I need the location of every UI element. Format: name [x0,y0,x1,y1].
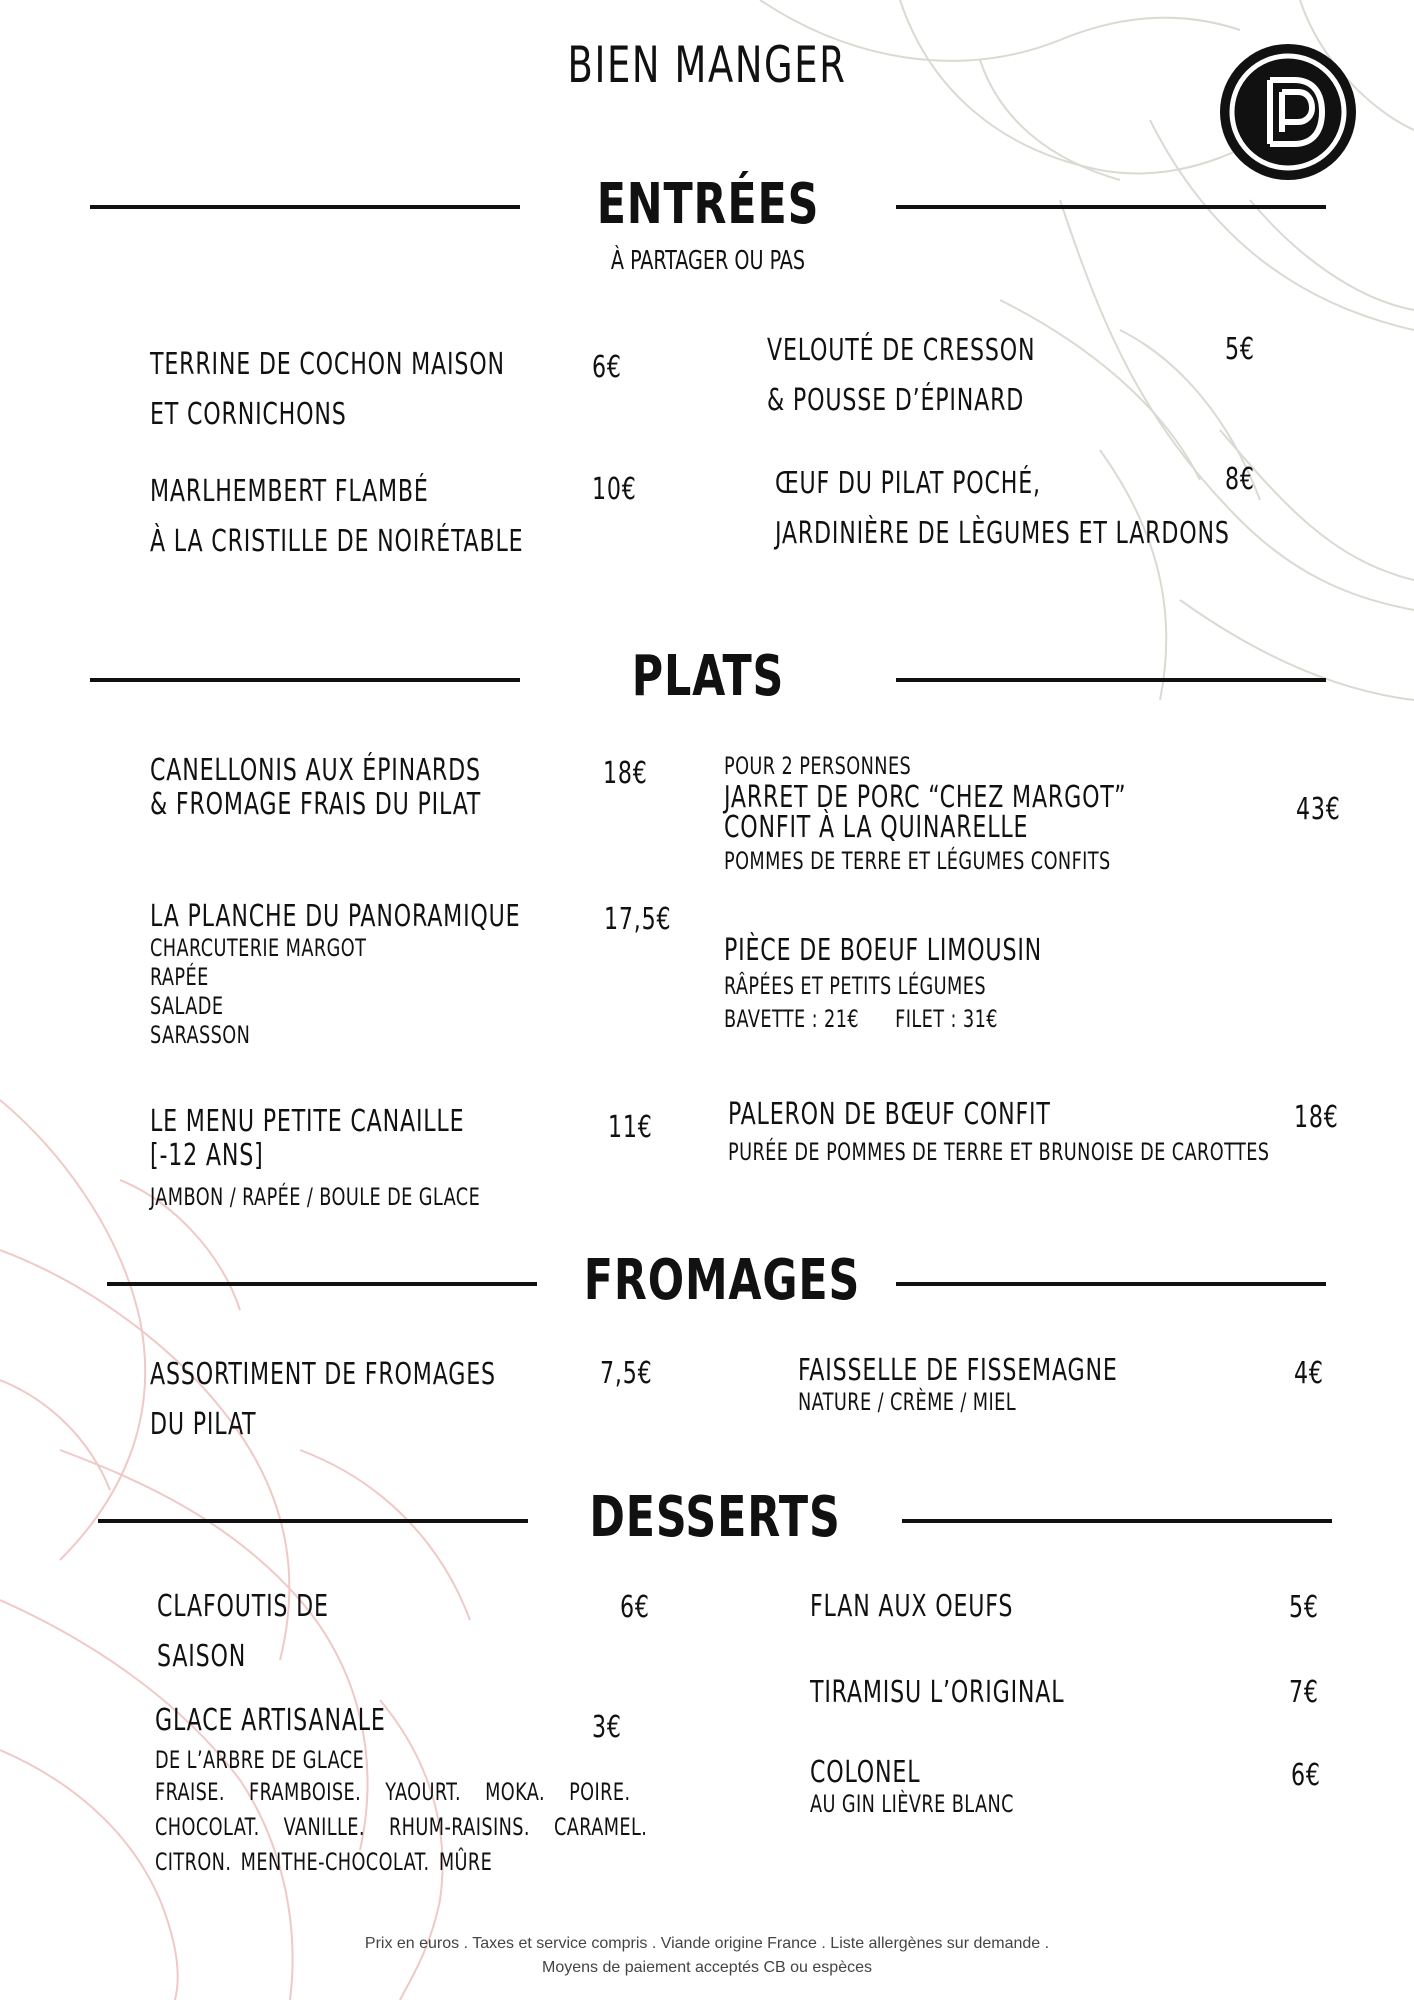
item-price: 4€ [1294,1356,1324,1391]
item-price: 3€ [592,1710,622,1745]
item-detail: RÂPÉES ET PETITS LÉGUMES [724,972,986,1000]
section-divider-left [107,1282,537,1286]
menu-item-flan: FLAN AUX OEUFS [810,1589,1014,1624]
item-name: PIÈCE DE BOEUF LIMOUSIN [724,933,1043,968]
ice-cream-flavors: FRAISE. FRAMBOISE. YAOURT. MOKA. POIRE. [155,1778,631,1806]
section-title-entrees: ENTRÉES [596,172,820,237]
footer-line: Moyens de paiement acceptés CB ou espèces [542,1959,872,1976]
menu-item [724,752,1215,876]
section-divider-right [902,1519,1332,1523]
footer-notes [0,1932,1414,1980]
ice-cream-flavors: CITRON. MENTHE-CHOCOLAT. MÛRE [155,1848,493,1876]
item-name: VELOUTÉ DE CRESSON [767,333,1036,368]
menu-item [150,340,583,440]
section-divider-right [896,678,1326,682]
section-title-fromages: FROMAGES [583,1248,861,1313]
item-detail: DE L’ARBRE DE GLACE [155,1746,365,1774]
item-name-line2: JARDINIÈRE DE LÈGUMES ET LARDONS [775,516,1230,551]
item-price: 7€ [1289,1675,1319,1710]
page-title: BIEN MANGER [567,36,847,94]
menu-item [724,934,1112,1034]
item-detail: NATURE / CRÈME / MIEL [798,1388,1016,1416]
section-divider-left [98,1519,528,1523]
item-price: 17,5€ [604,902,672,937]
menu-item [150,1105,553,1212]
item-price: 5€ [1289,1590,1319,1625]
section-divider-right [896,1282,1326,1286]
item-price: 18€ [603,756,648,791]
item-detail: JAMBON / RAPÉE / BOULE DE GLACE [150,1183,481,1211]
menu-item [810,1756,1059,1819]
item-name-line2: DU PILAT [150,1407,257,1442]
item-price: 8€ [1225,462,1255,497]
item-price: 6€ [1291,1758,1321,1793]
menu-item [798,1354,1188,1417]
item-detail: SARASSON [150,1021,251,1049]
item-name-line2: SAISON [157,1639,247,1674]
section-divider-right [896,205,1326,209]
item-detail: POMMES DE TERRE ET LÉGUMES CONFITS [724,847,1111,875]
item-name: CANELLONIS AUX ÉPINARDS [150,753,481,788]
section-divider-left [90,678,520,682]
item-price: 6€ [592,350,622,385]
item-price: 10€ [592,472,637,507]
item-name: COLONEL [810,1755,921,1790]
item-name-line2: & POUSSE D’ÉPINARD [767,383,1025,418]
bavette-price: BAVETTE : 21€ [724,1005,860,1033]
item-price: 43€ [1296,792,1341,827]
section-divider-left [90,205,520,209]
menu-item [150,1350,572,1450]
menu-item [150,900,602,1050]
dp-monogram-icon [1218,42,1358,182]
item-name: GLACE ARTISANALE [155,1703,386,1738]
filet-price: FILET : 31€ [895,1005,998,1033]
menu-item [728,1098,1388,1167]
menu-item-tiramisu: TIRAMISU L’ORIGINAL [810,1675,1065,1710]
section-title-desserts: DESSERTS [589,1485,841,1550]
item-price: 18€ [1294,1100,1339,1135]
item-name: CLAFOUTIS DE [157,1589,329,1624]
item-name: ASSORTIMENT DE FROMAGES [150,1357,496,1392]
footer-line: Prix en euros . Taxes et service compris . Viande origine France . Liste allergènes sur demande . [364,1935,1050,1952]
menu-item [150,754,554,822]
menu-item [150,467,605,567]
item-price: 11€ [608,1110,653,1145]
item-name: FAISSELLE DE FISSEMAGNE [798,1353,1118,1388]
item-detail: CHARCUTERIE MARGOT [150,934,367,962]
item-name: LA PLANCHE DU PANORAMIQUE [150,899,521,934]
section-subtitle-entrees: À PARTAGER OU PAS [610,246,806,276]
item-detail: AU GIN LIÈVRE BLANC [810,1790,1014,1818]
item-name: LE MENU PETITE CANAILLE [150,1104,465,1139]
item-price: 7,5€ [600,1356,653,1391]
item-price: 6€ [620,1590,650,1625]
item-detail: PURÉE DE POMMES DE TERRE ET BRUNOISE DE CAROTTES [728,1138,1270,1166]
ice-cream-flavors: CHOCOLAT. VANILLE. RHUM-RAISINS. CARAMEL. [155,1813,648,1841]
item-name-line2: CONFIT À LA QUINARELLE [724,810,1029,845]
item-name: PALERON DE BŒUF CONFIT [728,1097,1051,1132]
item-name: MARLHEMBERT FLAMBÉ [150,474,429,509]
item-name: ŒUF DU PILAT POCHÉ, [775,466,1041,501]
item-name: JARRET DE PORC “CHEZ MARGOT” [724,780,1127,815]
item-price: 5€ [1225,332,1255,367]
menu-item [157,1582,367,1682]
item-name: TERRINE DE COCHON MAISON [150,347,505,382]
menu-item [767,326,1094,426]
item-note: POUR 2 PERSONNES [724,752,912,780]
item-name-line2: ET CORNICHONS [150,397,347,432]
item-name-line2: & FROMAGE FRAIS DU PILAT [150,787,482,822]
item-detail: SALADE [150,992,224,1020]
item-detail: RAPÉE [150,963,209,991]
item-detail-prices [724,1005,1042,1034]
item-name-line2: [-12 ANS] [150,1138,264,1173]
item-name-line2: À LA CRISTILLE DE NOIRÉTABLE [150,524,524,559]
menu-item [155,1704,755,1880]
section-title-plats: PLATS [631,644,785,709]
